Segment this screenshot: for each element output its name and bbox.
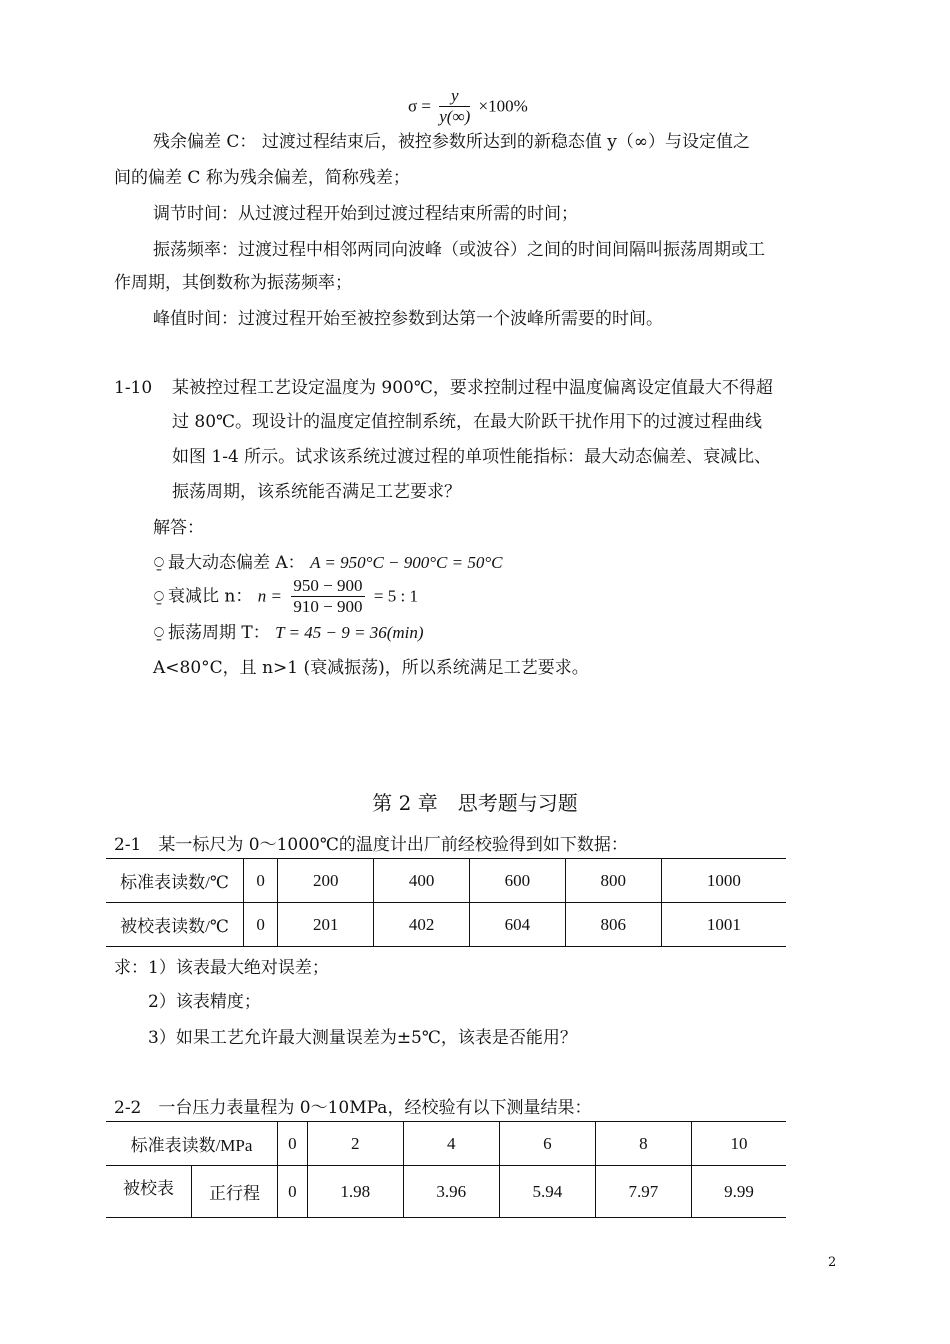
table-cell: 10: [691, 1122, 786, 1166]
chapter-title: 第 2 章 思考题与习题: [372, 791, 578, 815]
answer-1: [150, 552, 503, 574]
question-3: 3）如果工艺允许最大测量误差为±5℃，该表是否能用？: [148, 1028, 577, 1048]
calibration-table-2-2: [106, 1121, 786, 1218]
table-cell: 402: [374, 903, 470, 947]
table-cell: 0: [244, 903, 278, 947]
table-cell: 标准表读数/MPa: [106, 1122, 278, 1166]
peak-time: 峰值时间：过渡过程开始至被控参数到达第一个波峰所需要的时间。: [153, 309, 663, 329]
answer-2: [150, 576, 418, 617]
question-1: 求：1）该表最大绝对误差；: [114, 958, 329, 978]
table-cell: 6: [499, 1122, 595, 1166]
table-cell: 806: [565, 903, 661, 947]
table-cell: 1001: [661, 903, 786, 947]
problem-2-1-statement: 2-1 某一标尺为 0～1000℃的温度计出厂前经校验得到如下数据：: [114, 835, 628, 855]
table-cell: 1.98: [307, 1166, 403, 1218]
problem-1-10-line-1: 某被控过程工艺设定温度为 900℃，要求控制过程中温度偏离设定值最大不得超: [172, 378, 773, 398]
residual-line-1: 残余偏差 C： 过渡过程结束后，被控参数所达到的新稳态值 y（∞）与设定值之: [153, 132, 750, 152]
table-cell: 3.96: [403, 1166, 499, 1218]
answer-2-denominator: 910 − 900: [293, 597, 363, 616]
answer-1-label: 最大动态偏差 A：: [168, 553, 305, 573]
table-cell: 0: [278, 1122, 308, 1166]
problem-1-10-line-3: 如图 1-4 所示。试求该系统过渡过程的单项性能指标：最大动态偏差、衰减比、: [172, 447, 772, 467]
answer-2-fraction: [291, 576, 364, 617]
question-2: 2）该表精度；: [148, 992, 261, 1012]
table-cell: 1000: [661, 859, 786, 903]
problem-1-10-line-4: 振荡周期，该系统能否满足工艺要求？: [172, 482, 461, 502]
table-cell: 被校表读数/℃: [106, 903, 244, 947]
sigma-rhs: ×100%: [478, 96, 528, 116]
table-cell: 正行程: [192, 1166, 278, 1218]
answer-2-numerator: 950 − 900: [293, 576, 363, 595]
problem-2-2-statement: 2-2 一台压力表量程为 0～10MPa，经校验有以下测量结果：: [114, 1098, 592, 1118]
oscillation-line-2: 作周期，其倒数称为振荡频率；: [114, 273, 352, 293]
conclusion: A<80°C，且 n>1 (衰减振荡)，所以系统满足工艺要求。: [153, 658, 589, 678]
table-row: [106, 1122, 786, 1166]
table-cell: 400: [374, 859, 470, 903]
table-cell: 5.94: [499, 1166, 595, 1218]
answer-2-label: 衰减比 n：: [168, 586, 253, 607]
calibration-table-2-1: [106, 858, 786, 947]
table-cell: 200: [278, 859, 374, 903]
sigma-numerator: y: [439, 86, 470, 107]
problem-1-10-line-2: 过 80℃。现设计的温度定值控制系统，在最大阶跃干扰作用下的过渡过程曲线: [172, 412, 763, 432]
table-row: [106, 1166, 786, 1218]
residual-line-2: 间的偏差 C 称为残余偏差，简称残差；: [114, 168, 410, 188]
problem-1-10-number: 1-10: [114, 378, 153, 398]
table-cell: 标准表读数/℃: [106, 859, 244, 903]
table-cell: 201: [278, 903, 374, 947]
table-cell: 被校表: [106, 1166, 192, 1218]
table-cell: 9.99: [691, 1166, 786, 1218]
sigma-fraction: [439, 86, 470, 127]
table-cell: 4: [403, 1122, 499, 1166]
table-cell: 8: [595, 1122, 691, 1166]
bullet-icon: ⍜: [153, 553, 165, 573]
answer-1-expression: A = 950°C − 900°C = 50°C: [310, 553, 503, 572]
sigma-denominator: y(∞): [439, 107, 471, 126]
table-cell: 600: [470, 859, 566, 903]
bullet-icon: ⍜: [153, 623, 165, 643]
oscillation-line-1: 振荡频率：过渡过程中相邻两同向波峰（或波谷）之间的时间间隔叫振荡周期或工: [153, 240, 765, 260]
table-cell: 800: [565, 859, 661, 903]
page-number: 2: [828, 1255, 837, 1270]
sigma-lhs: σ =: [408, 96, 432, 116]
table-cell: 7.97: [595, 1166, 691, 1218]
settling-time: 调节时间：从过渡过程开始到过渡过程结束所需的时间；: [153, 204, 578, 224]
answer-2-lhs: n =: [257, 586, 282, 606]
answer-label: 解答：: [153, 518, 204, 538]
table-cell: 0: [244, 859, 278, 903]
answer-3: [150, 622, 424, 644]
answer-3-expression: T = 45 − 9 = 36(min): [275, 623, 424, 642]
answer-2-rhs: = 5 : 1: [373, 586, 418, 606]
table-cell: 0: [278, 1166, 308, 1218]
table-row: [106, 859, 786, 903]
answer-3-label: 振荡周期 T：: [168, 623, 270, 643]
table-cell: 604: [470, 903, 566, 947]
bullet-icon: ⍜: [153, 586, 165, 607]
sigma-formula: [408, 86, 528, 127]
table-row: [106, 903, 786, 947]
table-cell: 2: [307, 1122, 403, 1166]
